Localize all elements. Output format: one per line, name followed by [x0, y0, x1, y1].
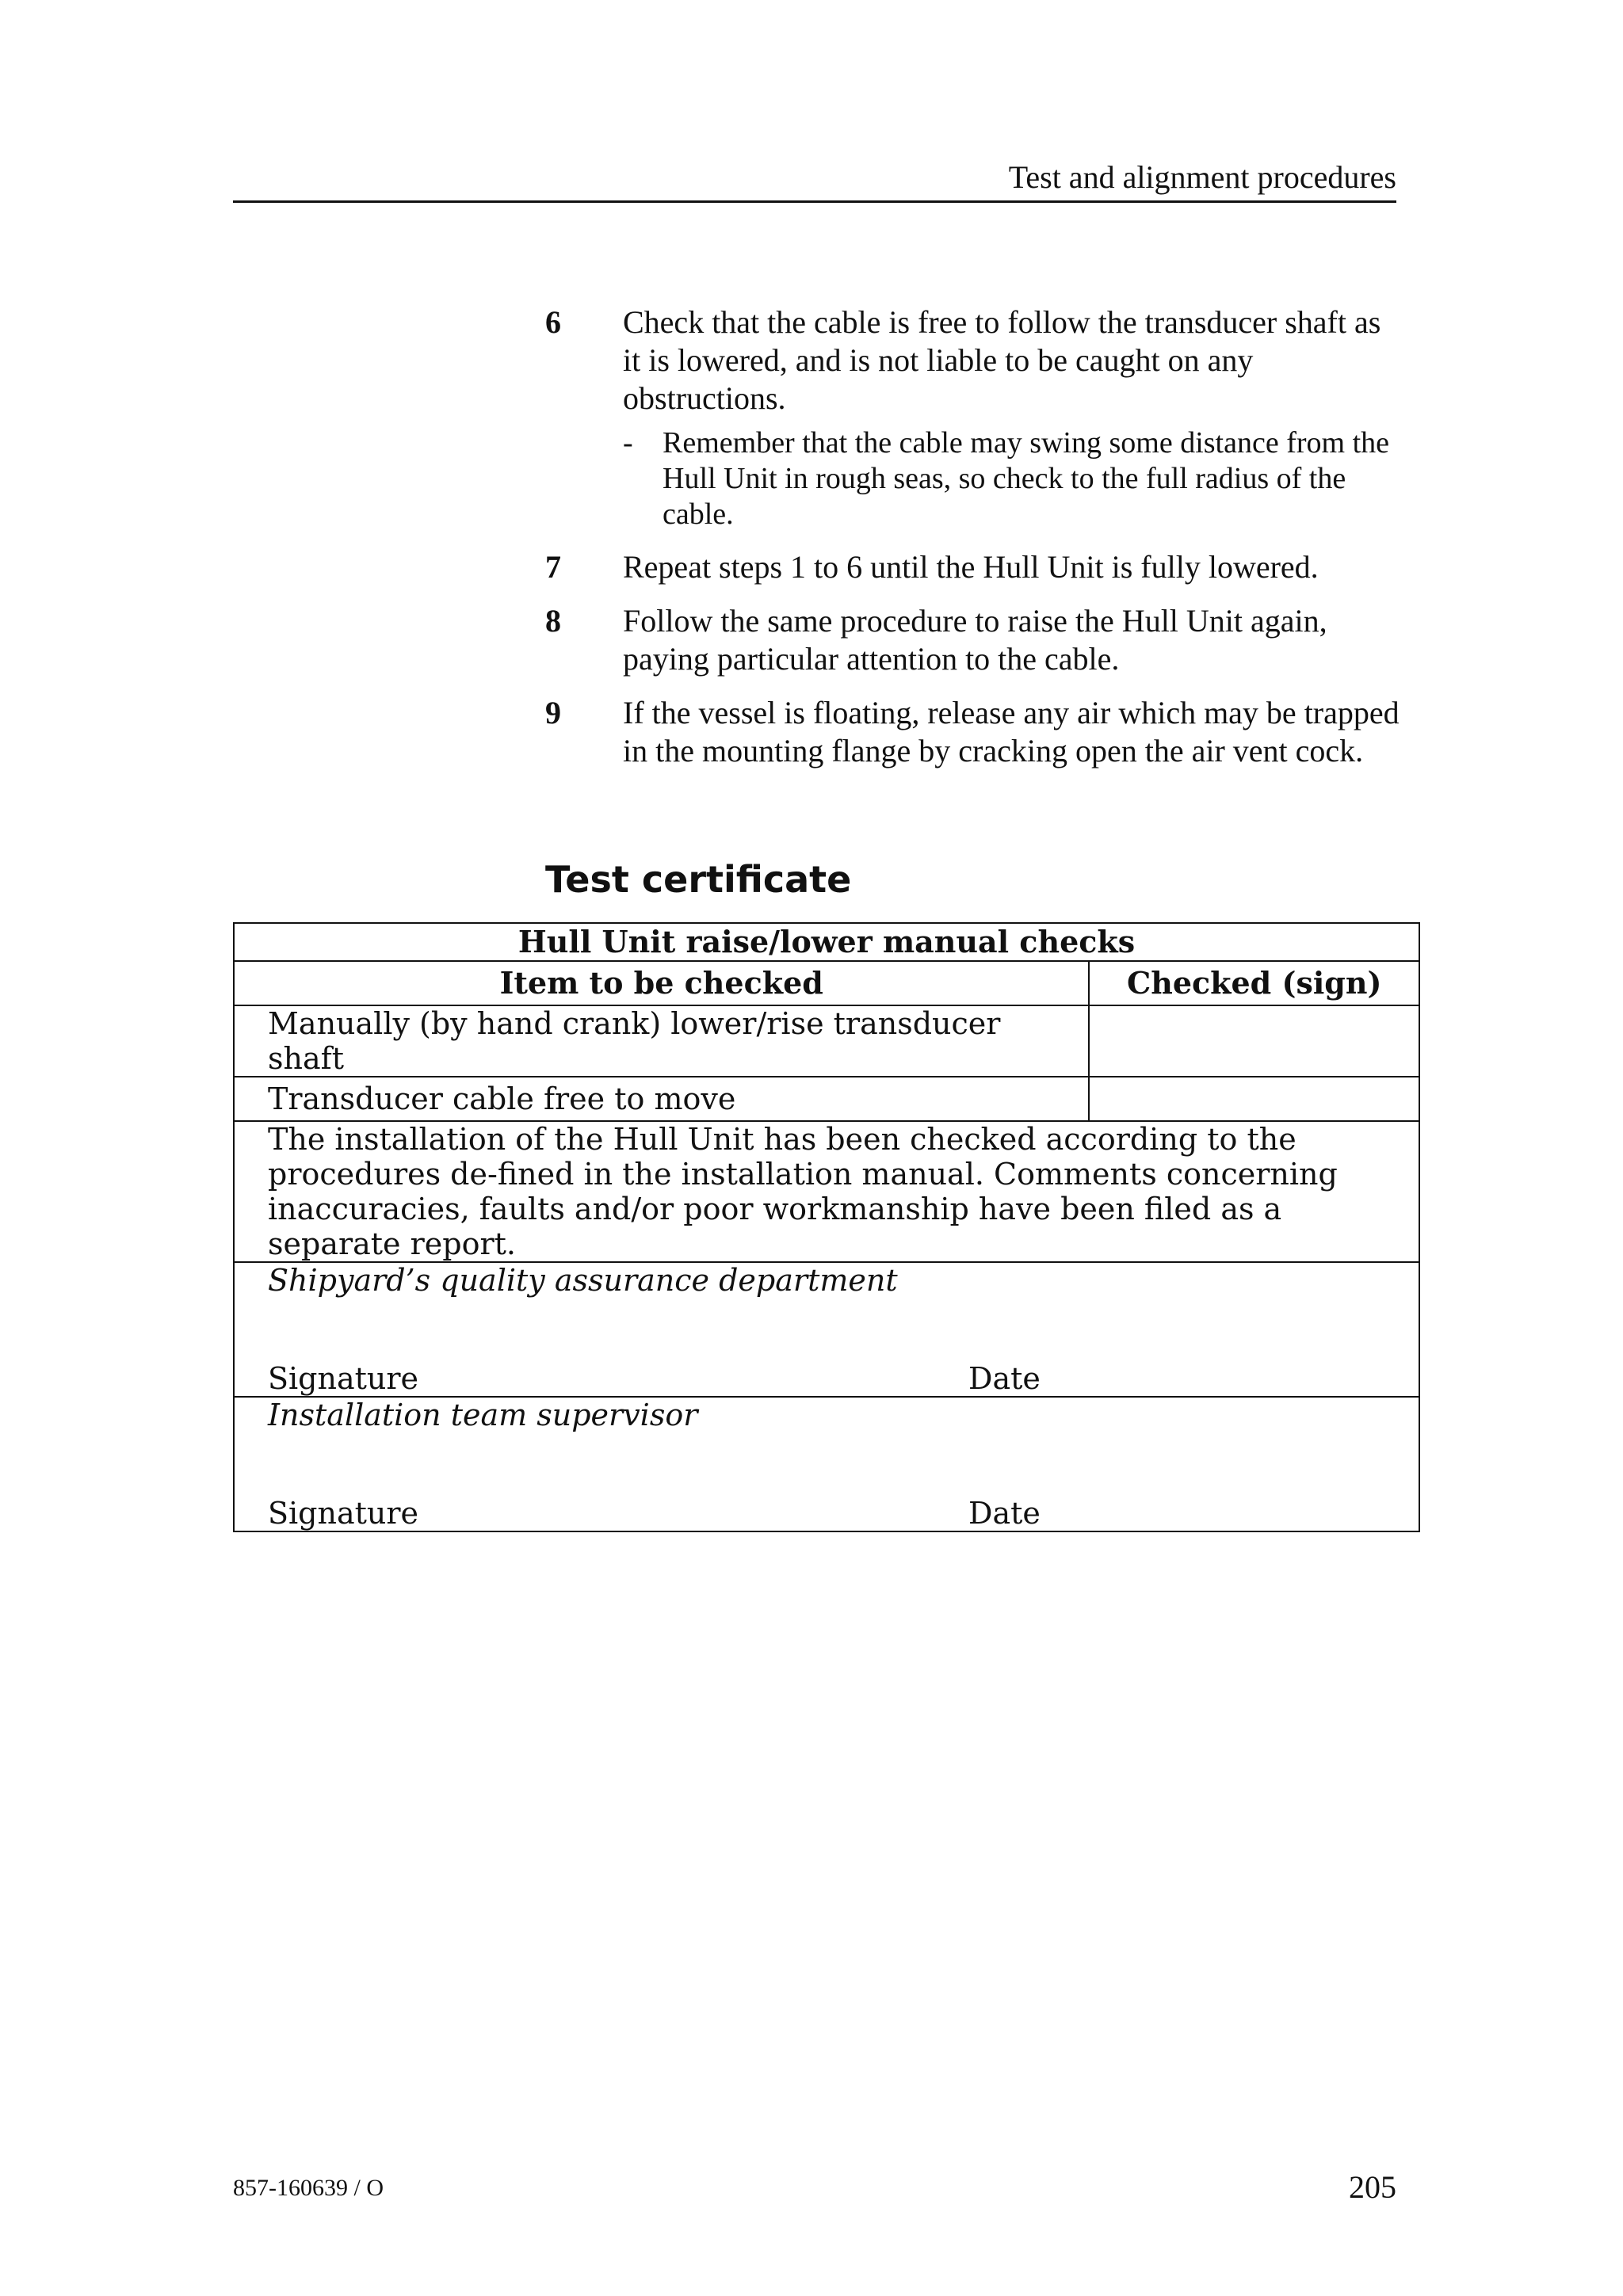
step-6 — [545, 303, 1401, 532]
date-label: Date — [968, 1496, 1041, 1531]
step-note — [623, 425, 1401, 532]
certificate-title-row — [234, 923, 1419, 961]
procedure-steps — [545, 303, 1401, 786]
page-number: 205 — [1349, 2169, 1396, 2205]
step-number: 7 — [545, 549, 561, 585]
checked-sign-cell — [1089, 1077, 1419, 1121]
column-header-item: Item to be checked — [234, 961, 1089, 1005]
step-9 — [545, 694, 1401, 770]
step-number: 9 — [545, 695, 561, 730]
step-7 — [545, 548, 1401, 586]
signoff-role: Installation team supervisor — [268, 1398, 698, 1432]
step-text: Repeat steps 1 to 6 until the Hull Unit is fully lowered. — [623, 549, 1319, 585]
header-rule — [233, 200, 1396, 203]
column-header-row — [234, 961, 1419, 1005]
step-text: Check that the cable is free to follow the transducer shaft as it is lowered, and is not liable to be caught on any obstructions. — [623, 304, 1381, 416]
check-item-label: Transducer cable free to move — [234, 1077, 1089, 1121]
certificate-title: Hull Unit raise/lower manual checks — [234, 923, 1419, 961]
document-code: 857-160639 / O — [233, 2175, 384, 2201]
section-heading: Test certificate — [545, 858, 852, 901]
date-label: Date — [968, 1361, 1041, 1396]
step-number: 6 — [545, 304, 561, 340]
check-item-label: Manually (by hand crank) lower/rise transducer shaft — [234, 1005, 1089, 1077]
signoff-row-supervisor — [234, 1397, 1419, 1531]
test-certificate-table — [233, 922, 1420, 1532]
signature-label: Signature — [268, 1496, 419, 1531]
running-header: Test and alignment procedures — [1008, 159, 1396, 195]
step-text: Follow the same procedure to raise the Hull Unit again, paying particular attention to the cable. — [623, 603, 1327, 677]
signoff-row-shipyard — [234, 1262, 1419, 1397]
column-header-checked: Checked (sign) — [1089, 961, 1419, 1005]
step-number: 8 — [545, 603, 561, 639]
note-text: Remember that the cable may swing some distance from the Hull Unit in rough seas, so check to the full radius of the cable. — [663, 426, 1389, 531]
step-8 — [545, 602, 1401, 678]
step-text: If the vessel is floating, release any air which may be trapped in the mounting flange by cracking open the air vent cock. — [623, 695, 1400, 769]
checked-sign-cell — [1089, 1005, 1419, 1077]
check-item-row — [234, 1077, 1419, 1121]
check-item-row — [234, 1005, 1419, 1077]
statement-row — [234, 1121, 1419, 1262]
certification-statement: The installation of the Hull Unit has been checked according to the procedures de-fined in the installation manual. Comments concerning inaccuracies, faults and/or poor workmanship have been filed as a separate report. — [234, 1121, 1419, 1262]
signoff-role: Shipyard’s quality assurance department — [268, 1263, 898, 1298]
signature-label: Signature — [268, 1361, 419, 1396]
note-dash: - — [623, 426, 633, 460]
